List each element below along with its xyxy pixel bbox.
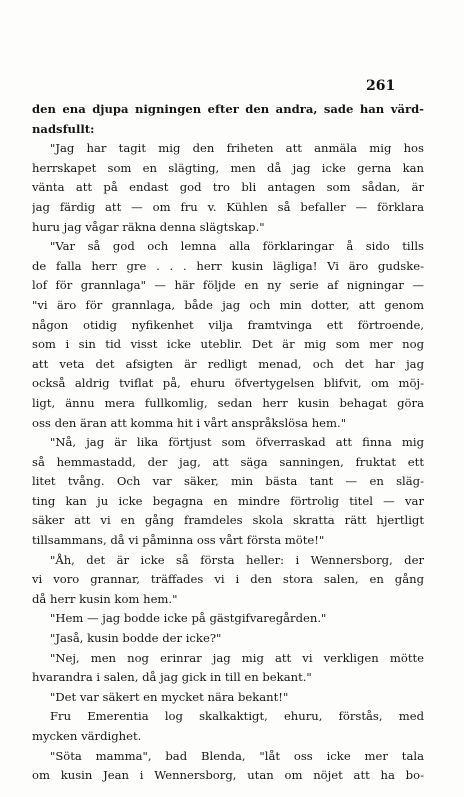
text-line: tillsammans, då vi påminna oss vårt första möte!" (32, 533, 325, 548)
text-line: de falla herr gre . . . herr kusin lägliga! Vi äro gudske- (32, 258, 424, 273)
text-line: vänta att på endast god tro bli antagen som sådan, är (32, 180, 424, 195)
text-line: då herr kusin kom hem." (32, 591, 178, 606)
text-line: oss den äran att komma hit i vårt anspråkslösa hem." (32, 415, 347, 430)
text-line: hvarandra i salen, då jag gick in till en bekant." (32, 670, 312, 685)
text-line: "Jag har tagit mig den friheten att anmäla mig hos (50, 141, 424, 156)
text-line: "vi äro för grannlaga, både jag och min dotter, att genom (32, 297, 424, 312)
text-line: så hemmastadd, der jag, att säga sanningen, fruktat ett (32, 454, 424, 469)
text-line: som i sin tid visst icke uteblir. Det är mig som mer nog (32, 337, 424, 352)
text-line: "Hem — jag bodde icke på gästgifvaregården." (50, 611, 327, 626)
text-line: herrskapet som en slägting, men då jag icke gerna kan (32, 160, 424, 175)
text-line: jag färdig att — om fru v. Kühlen så befaller — förklara (32, 199, 424, 214)
text-line: att veta det afsigten är redligt menad, och det har jag (32, 356, 424, 371)
text-line: huru jag vågar räkna denna slägtskap." (32, 219, 265, 234)
text-line: "Jaså, kusin bodde der icke?" (50, 631, 222, 646)
page-number: 261 (366, 78, 396, 94)
text-line: säker att vi en gång framdeles skola skratta rätt hjertligt (32, 513, 424, 528)
body-text (32, 100, 424, 786)
text-line: "Var så god och lemna alla förklaringar å sido tills (50, 239, 424, 254)
text-line: vi voro grannar, träffades vi i den stora salen, en gång (32, 572, 424, 587)
text-line: "Det var säkert en mycket nära bekant!" (50, 689, 289, 704)
text-line: litet tvång. Och var säker, min bästa tant — en släg- (32, 474, 424, 489)
text-line: ligt, ännu mera fullkomlig, sedan herr kusin behagat göra (32, 395, 424, 410)
text-line: den ena djupa nigningen efter den andra, sade han värd- (32, 102, 424, 116)
text-line: om kusin Jean i Wennersborg, utan om nöjet att ha bo- (32, 768, 424, 783)
text-line: "Söta mamma", bad Blenda, "låt oss icke mer tala (50, 748, 424, 763)
text-line: också aldrig tviflat på, ehuru öfvertygelsen blifvit, om möj- (32, 376, 424, 391)
text-line: mycken värdighet. (32, 729, 142, 743)
text-line: ting kan ju icke begagna en mindre förtrolig titel — var (32, 493, 424, 508)
text-line: "Nå, jag är lika förtjust som öfverraskad att finna mig (50, 435, 424, 450)
text-line: "Åh, det är icke så första heller: i Wennersborg, der (50, 552, 424, 567)
text-line: Fru Emerentia log skalkaktigt, ehuru, förstås, med (50, 709, 424, 724)
text-line: lof för grannlaga" — här följde en ny serie af nigningar — (32, 278, 424, 293)
text-line: "Nej, men nog erinrar jag mig att vi verkligen mötte (50, 650, 424, 665)
text-line: nadsfullt: (32, 121, 95, 136)
text-line: någon otidig nyfikenhet vilja framtvinga ett förtroende, (32, 317, 424, 332)
